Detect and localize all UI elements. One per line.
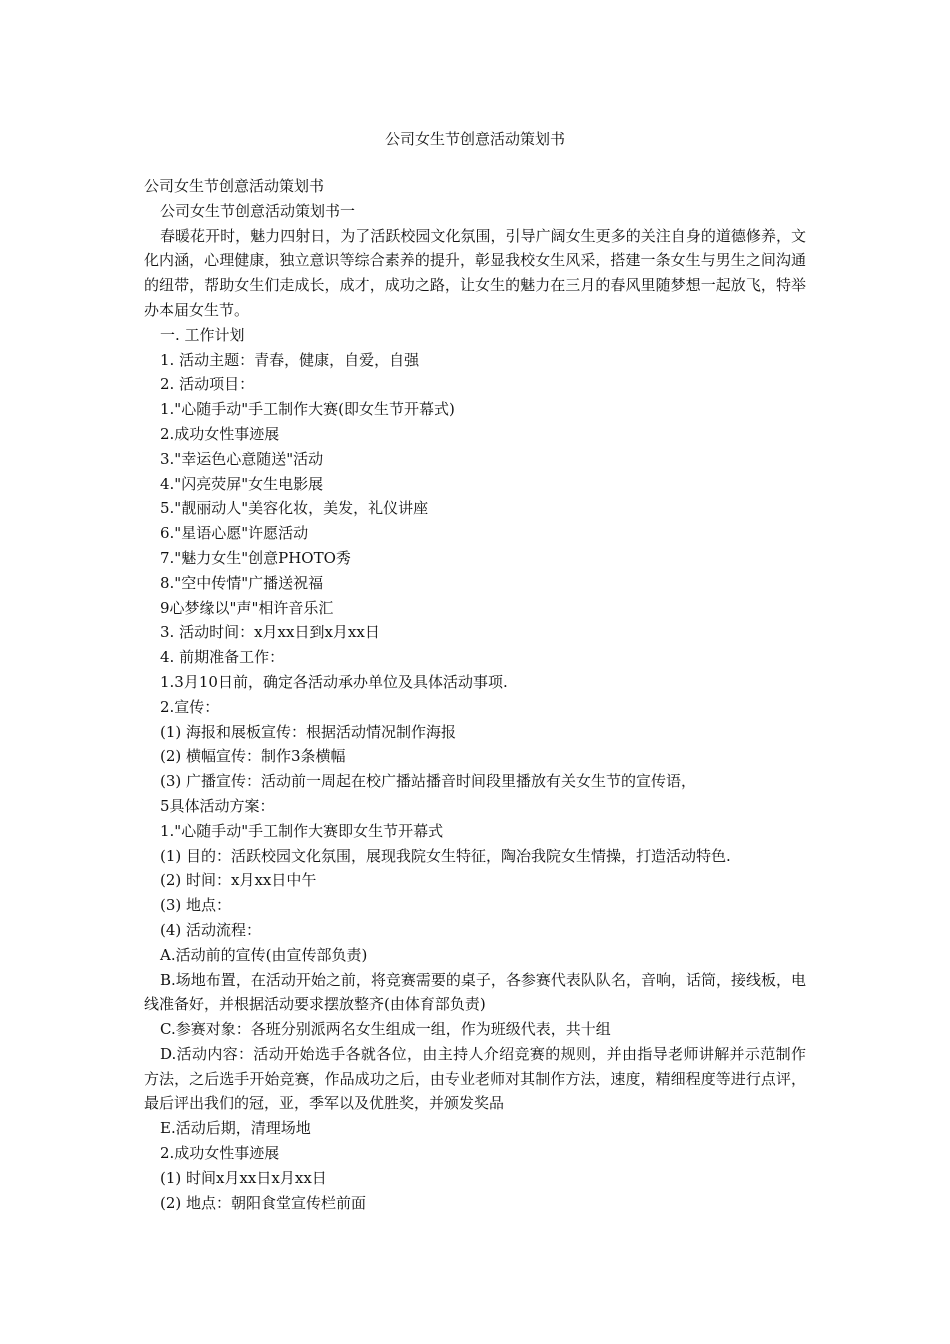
- list-item: 1."心随手动"手工制作大赛即女生节开幕式: [160, 821, 444, 840]
- intro-paragraph: 春暖花开时，魅力四射日，为了活跃校园文化氛围，引导广阔女生更多的关注自身的道德修养，文化内涵，心理健康，独立意识等综合素养的提升，彰显我校女生风采，搭建一条女生与男生之间沟通的纽带，帮助女生们走成长，成才，成功之路，让女生的魅力在三月的春风里随梦想一起放飞，特举办本届女生节。: [144, 226, 806, 319]
- list-item: (2) 横幅宣传：制作3条横幅: [160, 747, 346, 766]
- list-item: 2.成功女性事迹展: [160, 424, 280, 443]
- list-item: 2.宣传：: [160, 697, 220, 716]
- list-item: (1) 时间x月xx日x月xx日: [160, 1168, 327, 1187]
- list-item: 1.3月10日前，确定各活动承办单位及具体活动事项.: [160, 672, 508, 691]
- document-title: 公司女生节创意活动策划书: [384, 130, 565, 148]
- list-item: 8."空中传情"广播送祝福: [160, 573, 324, 592]
- body-heading: 公司女生节创意活动策划书: [144, 177, 325, 195]
- list-item: 9心梦缘以"声"相许音乐汇: [160, 598, 334, 617]
- activity-time: 3. 活动时间：x月xx日到x月xx日: [160, 623, 380, 642]
- list-item: (2) 地点：朝阳食堂宣传栏前面: [160, 1193, 367, 1212]
- list-item: 1."心随手动"手工制作大赛(即女生节开幕式): [160, 400, 455, 419]
- plan-heading: 5具体活动方案：: [160, 796, 275, 815]
- list-item: (4) 活动流程：: [160, 920, 262, 939]
- activity-theme: 1. 活动主题：青春，健康，自爱，自强: [160, 350, 420, 369]
- preparation-heading: 4. 前期准备工作：: [160, 648, 285, 667]
- list-item: 5."靓丽动人"美容化妆，美发，礼仪讲座: [160, 499, 429, 518]
- list-item: 6."星语心愿"许愿活动: [160, 524, 309, 543]
- list-item: 4."闪亮荧屏"女生电影展: [160, 474, 324, 493]
- section-title: 公司女生节创意活动策划书一: [160, 201, 356, 220]
- content-paragraph: D.活动内容：活动开始选手各就各位，由主持人介绍竞赛的规则，并由指导老师讲解并示范制作方法，之后选手开始竞赛，作品成功之后，由专业老师对其制作方法，速度，精细程度等进行点评，最后评出我们的冠，亚，季军以及优胜奖，并颁发奖品: [144, 1044, 806, 1113]
- list-item: (3) 地点：: [160, 896, 232, 915]
- list-item: (1) 海报和展板宣传：根据活动情况制作海报: [160, 722, 457, 741]
- list-item: 2.成功女性事迹展: [160, 1144, 280, 1163]
- list-item: A.活动前的宣传(由宣传部负责): [160, 945, 368, 964]
- work-plan-heading: 一. 工作计划: [160, 325, 245, 344]
- list-item: 3."幸运色心意随送"活动: [160, 449, 324, 468]
- list-item: 7."魅力女生"创意PHOTO秀: [160, 548, 351, 567]
- list-item: E.活动后期，清理场地: [160, 1119, 311, 1138]
- list-item: (1) 目的：活跃校园文化氛围，展现我院女生特征，陶冶我院女生情操，打造活动特色.: [160, 846, 731, 865]
- list-item: (3) 广播宣传：活动前一周起在校广播站播音时间段里播放有关女生节的宣传语，: [160, 772, 697, 791]
- list-item: (2) 时间：x月xx日中午: [160, 871, 317, 890]
- venue-paragraph: B.场地布置，在活动开始之前，将竞赛需要的桌子，各参赛代表队队名，音响，话筒，接线板，电线准备好，并根据活动要求摆放整齐(由体育部负责): [144, 970, 806, 1014]
- document-body: [144, 174, 806, 1215]
- activity-items-heading: 2. 活动项目：: [160, 375, 255, 394]
- list-item: C.参赛对象：各班分别派两名女生组成一组，作为班级代表，共十组: [160, 1020, 611, 1039]
